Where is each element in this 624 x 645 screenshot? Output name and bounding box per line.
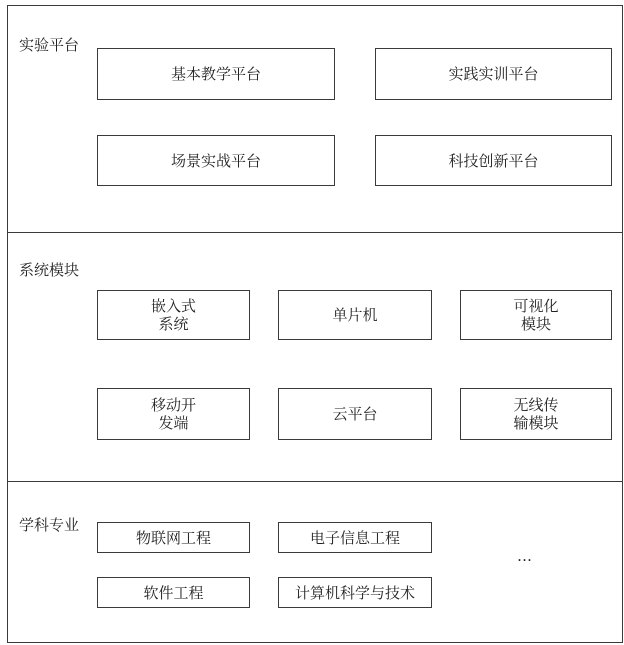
box-text: 云平台 bbox=[332, 405, 378, 423]
module-box-cloud-platform bbox=[278, 388, 432, 440]
module-box-visualization bbox=[460, 290, 612, 340]
box-text-line-2: 发端 bbox=[158, 414, 189, 432]
discipline-box-computer-science bbox=[278, 577, 432, 608]
section-label-disciplines: 学科专业 bbox=[19, 516, 80, 534]
box-text: 科技创新平台 bbox=[448, 151, 539, 170]
section-label-system-modules: 系统模块 bbox=[19, 261, 80, 279]
box-text: 基本教学平台 bbox=[170, 65, 261, 83]
box-text-line-1: 嵌入式 bbox=[150, 297, 196, 315]
discipline-box-electronic-info-engineering bbox=[278, 522, 432, 553]
module-box-mcu bbox=[278, 290, 432, 340]
box-text: 软件工程 bbox=[143, 583, 204, 602]
module-box-mobile-dev bbox=[97, 388, 250, 440]
box-text: 单片机 bbox=[332, 306, 378, 324]
section-divider-2 bbox=[7, 481, 623, 482]
box-text-line-2: 系统 bbox=[158, 315, 189, 333]
box-text: 计算机科学与技术 bbox=[294, 583, 415, 602]
module-box-wireless-transmission bbox=[460, 388, 612, 440]
box-text: 电子信息工程 bbox=[309, 528, 400, 547]
module-box-embedded-system bbox=[97, 290, 250, 340]
platform-box-scenario-combat bbox=[97, 135, 335, 186]
section-divider-1 bbox=[7, 232, 623, 233]
box-text-line-2: 输模块 bbox=[513, 414, 559, 432]
box-text-line-1: 无线传 bbox=[513, 396, 559, 414]
discipline-box-iot-engineering bbox=[97, 522, 250, 553]
platform-box-tech-innovation bbox=[375, 135, 612, 186]
box-text-line-2: 模块 bbox=[520, 315, 551, 333]
box-text: 物联网工程 bbox=[135, 528, 211, 547]
section-label-experiment-platform: 实验平台 bbox=[19, 36, 80, 54]
platform-box-basic-teaching bbox=[97, 48, 335, 100]
box-text-line-1: 移动开 bbox=[150, 396, 196, 414]
platform-box-practice-training bbox=[375, 48, 612, 100]
box-text: 实践实训平台 bbox=[448, 65, 539, 83]
more-ellipsis: … bbox=[517, 547, 533, 565]
box-text-line-1: 可视化 bbox=[513, 297, 559, 315]
discipline-box-software-engineering bbox=[97, 577, 250, 608]
box-text: 场景实战平台 bbox=[170, 151, 261, 170]
